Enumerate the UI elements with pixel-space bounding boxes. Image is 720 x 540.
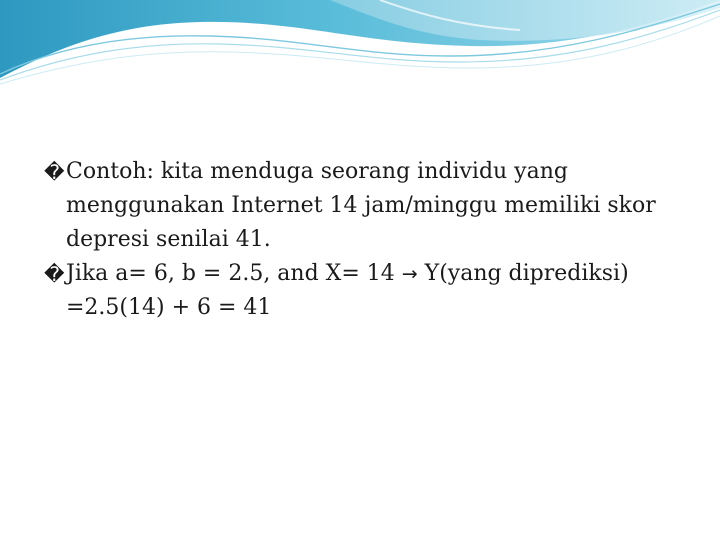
- bullet-item-calculation: [44, 257, 684, 325]
- bullet-icon: �: [44, 160, 65, 184]
- bullet-icon: �: [44, 262, 65, 286]
- text-line: depresi senilai 41.: [66, 227, 271, 252]
- arrow-right-icon: →: [401, 263, 418, 285]
- text-segment: Y(yang diprediksi): [417, 261, 629, 286]
- slide-body: [44, 155, 684, 325]
- header-wave-decoration: [0, 0, 720, 90]
- text-line: [66, 257, 684, 291]
- bullet-item-example: [44, 155, 684, 257]
- text-line: =2.5(14) + 6 = 41: [66, 295, 272, 320]
- text-line: Contoh: kita menduga seorang individu yang: [66, 159, 568, 184]
- text-segment: Jika a= 6, b = 2.5, and X= 14: [66, 261, 402, 286]
- text-line: menggunakan Internet 14 jam/minggu memiliki skor: [66, 193, 656, 218]
